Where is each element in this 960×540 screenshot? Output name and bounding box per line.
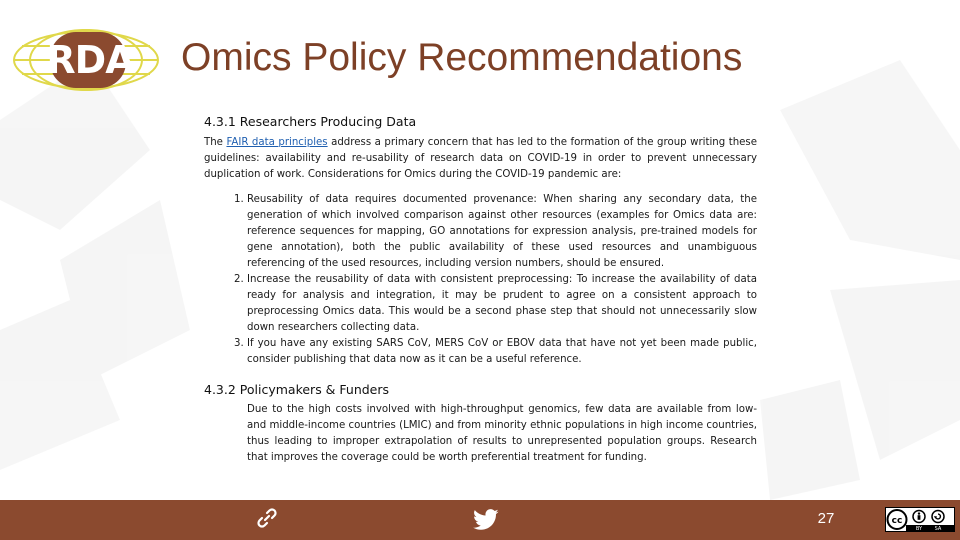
svg-text:cc: cc xyxy=(891,516,903,526)
logo-text: RDA xyxy=(46,38,134,82)
license-label-by: BY xyxy=(915,526,923,531)
intro-prefix: The xyxy=(204,137,227,148)
list-item: 3. If you have any existing SARS CoV, MERS CoV or EBOV data that have not yet been made public, consider publishing that data now as it can be a useful reference. xyxy=(247,336,757,368)
link-icon[interactable] xyxy=(256,507,278,529)
twitter-icon[interactable] xyxy=(473,509,499,531)
license-label-sa: SA xyxy=(934,526,942,531)
list-item: 1. Reusability of data requires documented provenance: When sharing any secondary data, the generation of which involved comparison against other resources (examples for Omics data are: reference sequences for mapping, GO annotations for expression analysis, pre-trained models for gene annotation), both the public availability of these used resources and unambiguous referencing of the used resources, including version numbers, should be ensured. xyxy=(247,192,757,272)
considerations-list xyxy=(204,192,757,368)
policymakers-body: Due to the high costs involved with high-throughput genomics, few data are available from low- and middle-income countries (LMIC) and from minority ethnic populations in high income countries, thus leading to improper extrapolation of results to unrepresented population groups. Research that improves the coverage could be worth preferential treatment for funding. xyxy=(247,404,757,463)
section-heading-policymakers: 4.3.2 Policymakers & Funders xyxy=(204,382,390,397)
document-excerpt xyxy=(204,112,757,466)
intro-suffix: address a primary concern that has led to the formation of the group writing these guidelines: availability and re-usability of research data on COVID-19 in order to prevent unnecessary duplication of work. Considerations for Omics during the COVID-19 pandemic are: xyxy=(204,137,757,180)
page-number: 27 xyxy=(817,510,835,527)
section-heading-researchers: 4.3.1 Researchers Producing Data xyxy=(204,114,417,129)
cc-by-sa-icon xyxy=(885,507,955,532)
list-item: 2. Increase the reusability of data with consistent preprocessing: To increase the availability of data ready for analysis and integration, it may be prudent to agree on a consistent approach to preprocessing Omics data. This would be a second phase step that should not unnecessarily slow down researchers collecting data. xyxy=(247,272,757,336)
slide-title: Omics Policy Recommendations xyxy=(181,36,743,79)
section-intro xyxy=(204,135,757,183)
fair-principles-link[interactable]: FAIR data principles xyxy=(226,137,328,148)
